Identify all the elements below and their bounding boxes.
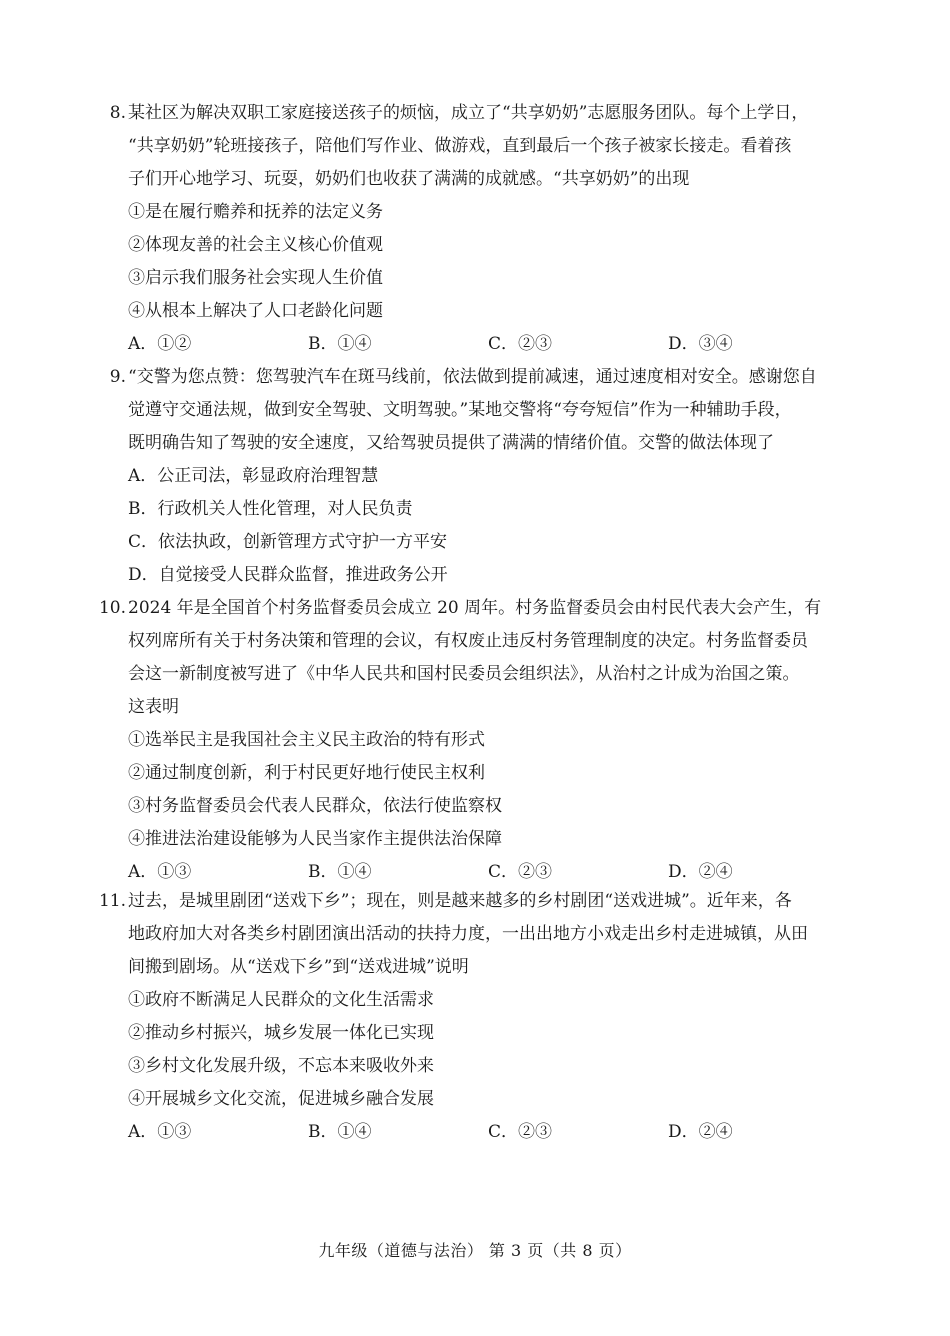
statement: ③乡村文化发展升级，不忘本来吸收外来 — [128, 1056, 434, 1076]
question-stem-line: 这表明 — [128, 697, 179, 717]
option-d[interactable]: D．②④ — [668, 1122, 733, 1142]
question-stem-line: 会这一新制度被写进了《中华人民共和国村民委员会组织法》，从治村之计成为治国之策。 — [128, 664, 800, 684]
question-stem-line: 既明确告知了驾驶的安全速度，又给驾驶员提供了满满的情绪价值。交警的做法体现了 — [128, 433, 774, 453]
statement: ①政府不断满足人民群众的文化生活需求 — [128, 990, 434, 1010]
statement: ④开展城乡文化交流，促进城乡融合发展 — [128, 1089, 434, 1109]
option-b[interactable]: B．①④ — [308, 862, 372, 882]
question-9 — [96, 361, 866, 592]
question-stem-line: “交警为您点赞：您驾驶汽车在斑马线前，依法做到提前减速，通过速度相对安全。感谢您自 — [128, 367, 817, 387]
statement: ④从根本上解决了人口老龄化问题 — [128, 301, 383, 321]
option-b[interactable]: B．①④ — [308, 334, 372, 354]
statement: ③启示我们服务社会实现人生价值 — [128, 268, 383, 288]
question-stem-line: 间搬到剧场。从“送戏下乡”到“送戏进城”说明 — [128, 957, 469, 977]
option-d[interactable]: D．②④ — [668, 862, 733, 882]
statement: ④推进法治建设能够为人民当家作主提供法治保障 — [128, 829, 502, 849]
option-a[interactable]: A．公正司法，彰显政府治理智慧 — [128, 466, 379, 486]
question-number: 11. — [98, 891, 126, 911]
question-stem-line: 地政府加大对各类乡村剧团演出活动的扶持力度，一出出地方小戏走出乡村走进城镇，从田 — [128, 924, 808, 944]
page-footer: 九年级（道德与法治） 第 3 页（共 8 页） — [318, 1241, 632, 1260]
statement: ②通过制度创新，利于村民更好地行使民主权利 — [128, 763, 485, 783]
option-d[interactable]: D．自觉接受人民群众监督，推进政务公开 — [128, 565, 448, 585]
answer-options — [128, 328, 866, 361]
option-a[interactable]: A．①② — [128, 334, 192, 354]
statement: ②体现友善的社会主义核心价值观 — [128, 235, 383, 255]
option-c[interactable]: C．②③ — [488, 334, 553, 354]
option-c[interactable]: C．依法执政，创新管理方式守护一方平安 — [128, 532, 448, 552]
question-stem-line: 子们开心地学习、玩耍，奶奶们也收获了满满的成就感。“共享奶奶”的出现 — [128, 169, 690, 189]
question-number: 8. — [109, 103, 126, 123]
option-a[interactable]: A．①③ — [128, 1122, 192, 1142]
statement: ①选举民主是我国社会主义民主政治的特有形式 — [128, 730, 485, 750]
question-stem-line: 过去，是城里剧团“送戏下乡”；现在，则是越来越多的乡村剧团“送戏进城”。近年来，各 — [128, 891, 792, 911]
option-c[interactable]: C．②③ — [488, 862, 553, 882]
question-stem-line: 觉遵守交通法规，做到安全驾驶、文明驾驶。”某地交警将“夸夸短信”作为一种辅助手段， — [128, 400, 792, 420]
option-a[interactable]: A．①③ — [128, 862, 192, 882]
statement: ②推动乡村振兴，城乡发展一体化已实现 — [128, 1023, 434, 1043]
question-stem-line: 某社区为解决双职工家庭接送孩子的烦恼，成立了“共享奶奶”志愿服务团队。每个上学日， — [128, 103, 809, 123]
option-d[interactable]: D．③④ — [668, 334, 733, 354]
answer-options — [128, 1116, 866, 1149]
question-stem-line: 权列席所有关于村务决策和管理的会议，有权废止违反村务管理制度的决定。村务监督委员 — [128, 631, 808, 651]
option-b[interactable]: B．①④ — [308, 1122, 372, 1142]
statement: ③村务监督委员会代表人民群众，依法行使监察权 — [128, 796, 502, 816]
question-10 — [96, 592, 866, 889]
question-stem-line: “共享奶奶”轮班接孩子，陪他们写作业、做游戏，直到最后一个孩子被家长接走。看着孩 — [128, 136, 792, 156]
option-b[interactable]: B．行政机关人性化管理，对人民负责 — [128, 499, 413, 519]
question-11 — [96, 885, 866, 1149]
option-c[interactable]: C．②③ — [488, 1122, 553, 1142]
statement: ①是在履行赡养和抚养的法定义务 — [128, 202, 383, 222]
question-number: 9. — [109, 367, 126, 387]
question-number: 10. — [98, 598, 126, 618]
question-stem-line: 2024 年是全国首个村务监督委员会成立 20 周年。村务监督委员会由村民代表大会产生，有 — [128, 598, 822, 618]
question-8 — [96, 97, 866, 361]
